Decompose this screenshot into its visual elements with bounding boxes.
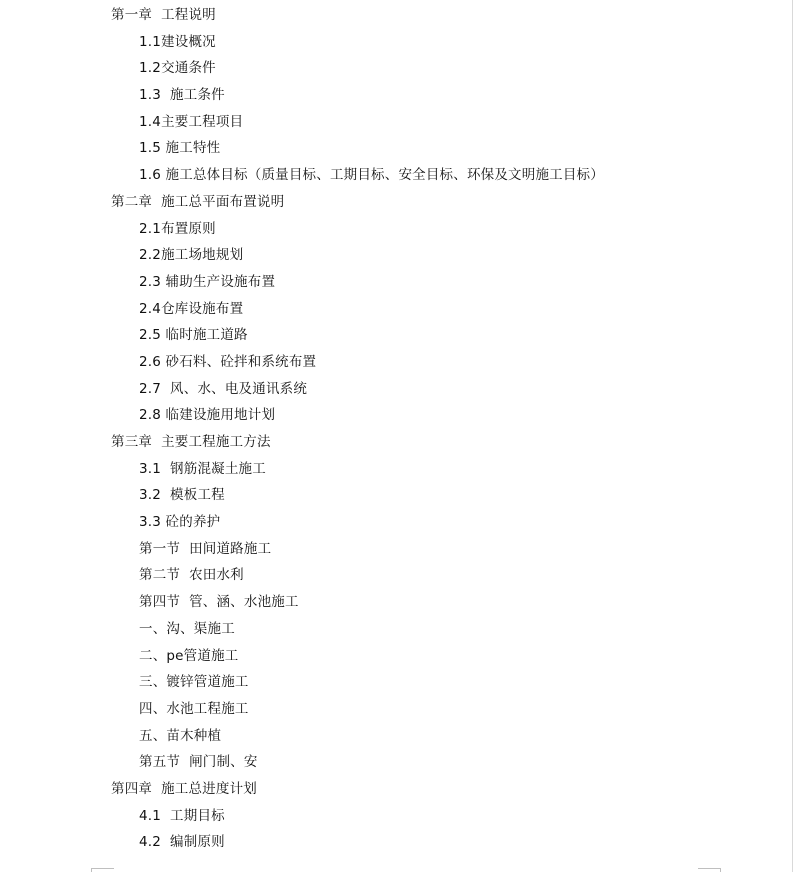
table-of-contents xyxy=(0,2,760,856)
page-corner-mark-right xyxy=(698,868,721,872)
toc-item-2-8: 2.8 临建设施用地计划 xyxy=(139,407,276,424)
toc-item-3-1: 3.1 钢筋混凝土施工 xyxy=(139,460,266,477)
toc-section-1: 第一节 田间道路施工 xyxy=(139,540,272,557)
toc-subitem-1: 一、沟、渠施工 xyxy=(139,620,235,637)
toc-chapter-2: 第二章 施工总平面布置说明 xyxy=(111,193,285,210)
toc-item-2-5: 2.5 临时施工道路 xyxy=(139,327,248,344)
toc-item-4-2: 4.2 编制原则 xyxy=(139,834,225,851)
page-corner-mark-left xyxy=(91,868,114,872)
toc-subitem-5: 五、苗木种植 xyxy=(139,727,222,744)
toc-chapter-1: 第一章 工程说明 xyxy=(111,7,216,23)
toc-item-1-1: 1.1建设概况 xyxy=(139,33,216,50)
toc-section-4: 第四节 管、涵、水池施工 xyxy=(139,594,299,611)
toc-item-2-6: 2.6 砂石料、砼拌和系统布置 xyxy=(139,353,317,370)
toc-subitem-4: 四、水池工程施工 xyxy=(139,700,249,717)
toc-chapter-3: 第三章 主要工程施工方法 xyxy=(111,434,271,450)
toc-item-3-2: 3.2 模板工程 xyxy=(139,487,225,504)
toc-subitem-2: 二、pe管道施工 xyxy=(139,647,239,664)
toc-chapter-4: 第四章 施工总进度计划 xyxy=(111,780,257,797)
toc-section-2: 第二节 农田水利 xyxy=(139,567,244,584)
toc-item-2-2: 2.2施工场地规划 xyxy=(139,247,244,264)
toc-item-1-4: 1.4主要工程项目 xyxy=(139,113,244,130)
toc-subitem-3: 三、镀锌管道施工 xyxy=(139,674,249,691)
toc-item-2-7: 2.7 风、水、电及通讯系统 xyxy=(139,380,308,397)
page-edge-divider xyxy=(792,0,793,872)
toc-item-1-2: 1.2交通条件 xyxy=(139,60,216,77)
toc-item-3-3: 3.3 砼的养护 xyxy=(139,514,221,531)
toc-item-1-5: 1.5 施工特性 xyxy=(139,140,221,157)
toc-section-5: 第五节 闸门制、安 xyxy=(139,754,258,771)
toc-item-1-3: 1.3 施工条件 xyxy=(139,87,225,104)
toc-item-2-1: 2.1布置原则 xyxy=(139,220,216,237)
toc-item-4-1: 4.1 工期目标 xyxy=(139,807,225,824)
toc-item-2-3: 2.3 辅助生产设施布置 xyxy=(139,273,276,290)
toc-item-2-4: 2.4仓库设施布置 xyxy=(139,300,244,317)
toc-item-1-6: 1.6 施工总体目标（质量目标、工期目标、安全目标、环保及文明施工目标） xyxy=(139,167,604,184)
